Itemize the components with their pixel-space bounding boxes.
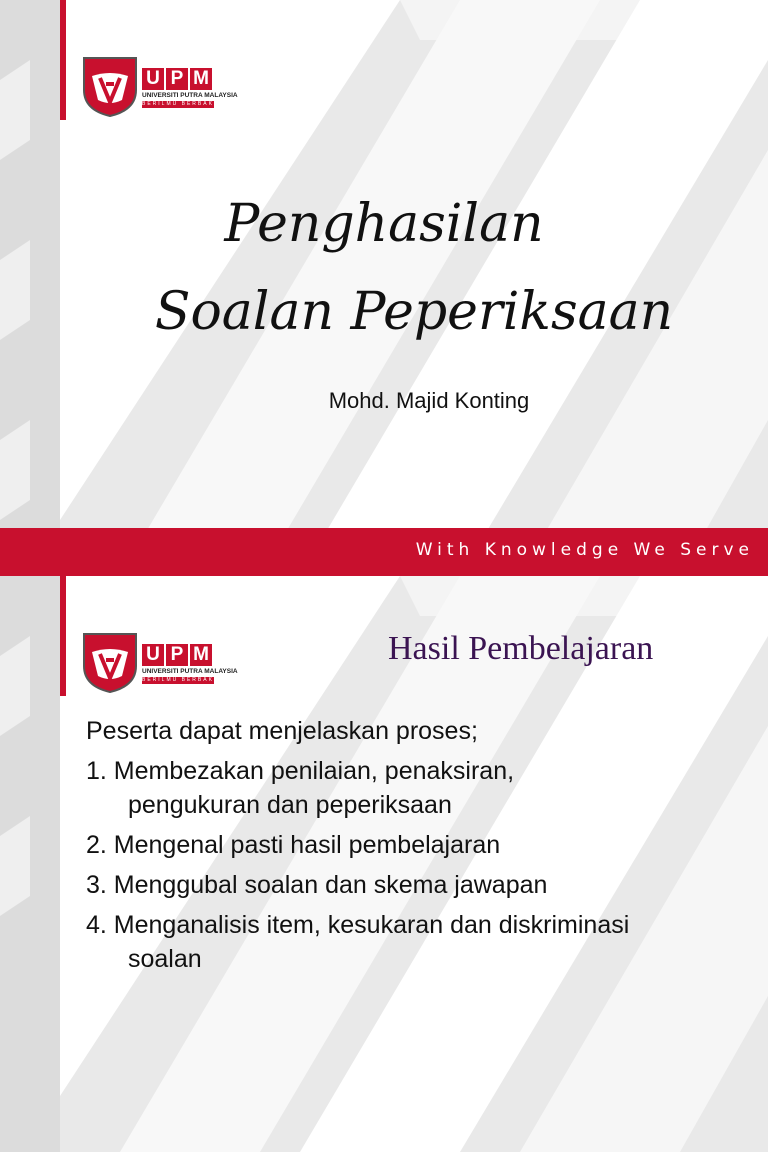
list-item xyxy=(86,828,756,862)
wordmark-letter: P xyxy=(166,68,188,90)
wordmark-letter: U xyxy=(142,68,164,90)
slide-title xyxy=(0,180,768,356)
title-line-1: Penghasilan xyxy=(224,194,544,254)
list-item-continuation: pengukuran dan peperiksaan xyxy=(128,791,452,819)
content-slide xyxy=(0,576,768,1024)
title-line-2: Soalan Peperiksaan xyxy=(154,282,674,342)
university-motto: BERILMU BERBAKTI xyxy=(142,677,223,683)
tagline-text: With Knowledge We Serve xyxy=(415,540,754,560)
list-item xyxy=(86,908,756,976)
university-name: UNIVERSITI PUTRA MALAYSIA xyxy=(142,668,238,675)
wordmark-letter: U xyxy=(142,644,164,666)
upm-wordmark xyxy=(142,644,212,666)
list-item xyxy=(86,754,756,822)
university-motto: BERILMU BERBAKTI xyxy=(142,101,223,107)
wordmark-letter: P xyxy=(166,644,188,666)
list-item-text: 4. Menganalisis item, kesukaran dan diskriminasi xyxy=(86,911,630,939)
upm-logo xyxy=(82,56,238,120)
intro-text: Peserta dapat menjelaskan proses; xyxy=(86,717,478,745)
tagline-bar xyxy=(0,528,768,576)
wordmark-letter: M xyxy=(190,644,212,666)
list-item-text: 2. Mengenal pasti hasil pembelajaran xyxy=(86,831,501,859)
upm-logo xyxy=(82,632,238,696)
upm-wordmark xyxy=(142,68,212,90)
university-name: UNIVERSITI PUTRA MALAYSIA xyxy=(142,92,238,99)
wordmark-letter: M xyxy=(190,68,212,90)
list-item-text: 3. Menggubal soalan dan skema jawapan xyxy=(86,871,548,899)
slide-title: Hasil Pembelajaran xyxy=(388,630,654,667)
learning-outcomes xyxy=(86,714,756,976)
upm-shield-icon xyxy=(82,632,138,694)
upm-shield-icon xyxy=(82,56,138,118)
author-name: Mohd. Majid Konting xyxy=(328,388,530,413)
list-item-text: 1. Membezakan penilaian, penaksiran, xyxy=(86,757,515,785)
list-item xyxy=(86,868,756,902)
list-item-continuation: soalan xyxy=(128,945,202,973)
